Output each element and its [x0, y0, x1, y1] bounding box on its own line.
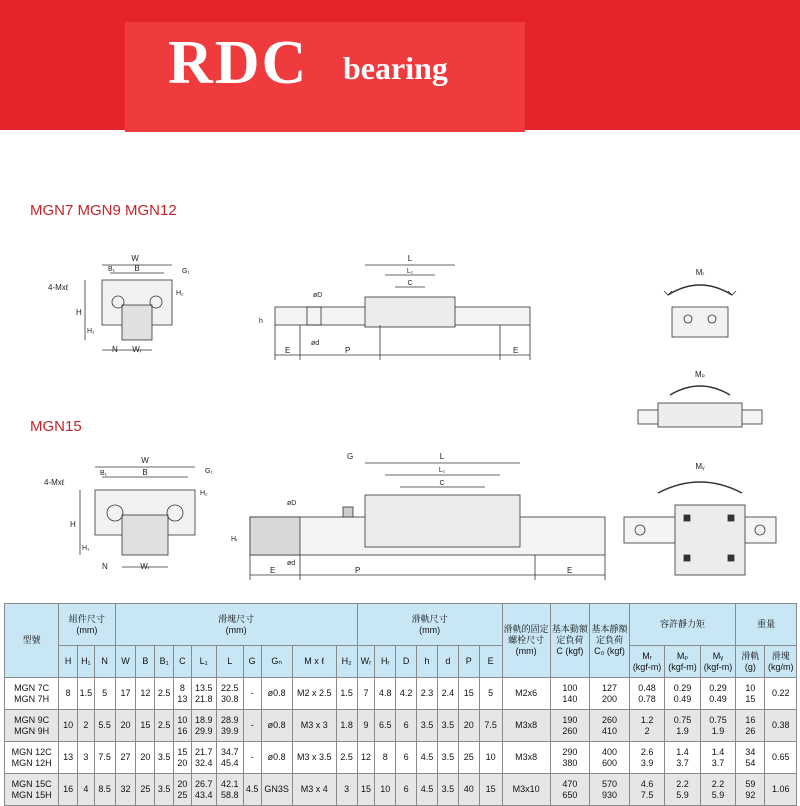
subheader-cell: H₂ — [336, 646, 357, 678]
subheader-cell: E — [479, 646, 502, 678]
table-cell: 4.5 — [243, 774, 261, 806]
table-cell: 13 — [59, 742, 78, 774]
subheader-cell: P — [458, 646, 479, 678]
table-cell: 0.65 — [765, 742, 797, 774]
table-cell: M3 x 4 — [292, 774, 336, 806]
subheader-cell: Gₙ — [261, 646, 292, 678]
table-cell: 4.8 — [375, 678, 396, 710]
label-MP: Mₚ — [694, 370, 706, 379]
table-cell: 20 — [115, 710, 136, 742]
label-H1: H₁ — [87, 328, 95, 335]
table-cell: - — [243, 710, 261, 742]
table-cell: 10 — [59, 710, 78, 742]
table-cell: 5.5 — [94, 710, 115, 742]
table-cell: 10 16 — [173, 710, 191, 742]
label-WR: Wᵣ — [132, 345, 142, 354]
table-cell: 10 — [479, 742, 502, 774]
header-static-load: 基本靜額定負荷 C₀ (kgf) — [590, 604, 630, 678]
table-cell: 15 — [479, 774, 502, 806]
table-cell: ø0.8 — [261, 710, 292, 742]
table-cell: 2.5 — [336, 742, 357, 774]
label-B2: B — [142, 468, 148, 477]
subheader-cell: G — [243, 646, 261, 678]
label-phiD: øD — [313, 292, 323, 299]
table-cell: 5 — [94, 678, 115, 710]
table-cell: 10 15 — [736, 678, 765, 710]
table-cell: 10 — [375, 774, 396, 806]
table-cell: 4 — [78, 774, 95, 806]
label-C-2: C — [439, 480, 445, 487]
table-cell: 570 930 — [590, 774, 630, 806]
table-cell: 2.6 3.9 — [629, 742, 664, 774]
table-cell: 260 410 — [590, 710, 630, 742]
moment-subheader: Mₚ (kgf-m) — [665, 646, 700, 678]
table-cell: 0.29 0.49 — [700, 678, 735, 710]
header-moment: 容許靜力矩 — [629, 604, 735, 646]
table-cell: 4.5 — [417, 742, 438, 774]
header-rail: 滑軌尺寸 (mm) — [357, 604, 502, 646]
table-cell: 0.75 1.9 — [665, 710, 700, 742]
label-L-2: L — [439, 452, 445, 461]
table-cell: ø0.8 — [261, 742, 292, 774]
subheader-cell: d — [437, 646, 458, 678]
table-cell: 3.5 — [437, 774, 458, 806]
drawing-moment-MR — [650, 255, 750, 350]
header-dynamic-load: 基本動額定負荷 C (kgf) — [550, 604, 590, 678]
label-E-left: E — [285, 346, 291, 355]
table-row — [5, 742, 797, 774]
table-cell: GN3S — [261, 774, 292, 806]
table-cell: 1.4 3.7 — [665, 742, 700, 774]
table-cell: 127 200 — [590, 678, 630, 710]
table-cell: M3 x 3 — [292, 710, 336, 742]
section-title-top: MGN7 MGN9 MGN12 — [30, 202, 177, 219]
label-H-2: H — [70, 520, 76, 529]
table-cell: 15 — [357, 774, 375, 806]
table-cell: 20 — [458, 710, 479, 742]
table-cell: 2 — [78, 710, 95, 742]
table-cell: 22.5 30.8 — [216, 678, 243, 710]
table-cell: 18.9 29.9 — [191, 710, 216, 742]
table-cell: 1.5 — [78, 678, 95, 710]
table-cell: 17 — [115, 678, 136, 710]
weight-subheader: 滑塊 (kg/m) — [765, 646, 797, 678]
table-cell: 7.5 — [94, 742, 115, 774]
table-cell: 0.75 1.9 — [700, 710, 735, 742]
table-cell: M3x8 — [502, 742, 550, 774]
subheader-cell: B — [136, 646, 155, 678]
table-cell: 21.7 32.4 — [191, 742, 216, 774]
subheader-cell: L — [216, 646, 243, 678]
table-cell: 0.29 0.49 — [665, 678, 700, 710]
drawing-moment-MY — [620, 455, 780, 585]
model-cell: MGN 9C MGN 9H — [5, 710, 59, 742]
brand-title: RDC — [168, 29, 309, 97]
label-h: h — [259, 318, 263, 325]
table-cell: 470 650 — [550, 774, 590, 806]
table-cell: 34 54 — [736, 742, 765, 774]
label-H2: H₂ — [176, 290, 184, 297]
table-cell: 40 — [458, 774, 479, 806]
label-L1: L₁ — [406, 268, 414, 275]
table-cell: 190 260 — [550, 710, 590, 742]
label-C: C — [407, 280, 413, 287]
table-cell: 13.5 21.8 — [191, 678, 216, 710]
drawing-moment-MP — [630, 365, 770, 445]
table-cell: 7.5 — [479, 710, 502, 742]
label-L: L — [407, 254, 413, 263]
table-cell: 16 26 — [736, 710, 765, 742]
table-cell: 20 — [136, 742, 155, 774]
label-mx: 4-Mxℓ — [48, 283, 69, 292]
label-E-right-2: E — [567, 566, 573, 575]
table-cell: 1.2 2 — [629, 710, 664, 742]
label-H2-2: H₂ — [200, 490, 208, 497]
label-G1-2: G₁ — [205, 468, 213, 475]
table-cell: 1.5 — [336, 678, 357, 710]
table-cell: 2.3 — [417, 678, 438, 710]
table-cell: 4.6 7.5 — [629, 774, 664, 806]
table-cell: 8 13 — [173, 678, 191, 710]
drawing-top-end-view — [40, 245, 210, 370]
table-row — [5, 678, 797, 710]
table-cell: 6.5 — [375, 710, 396, 742]
table-cell: 3 — [336, 774, 357, 806]
table-cell: 12 — [136, 678, 155, 710]
table-cell: 8 — [375, 742, 396, 774]
table-cell: 4.2 — [396, 678, 417, 710]
subheader-cell: Hᵣ — [375, 646, 396, 678]
table-cell: 3.5 — [437, 742, 458, 774]
table-cell: 6 — [396, 742, 417, 774]
label-N: N — [112, 345, 118, 354]
table-cell: 3.5 — [155, 742, 174, 774]
subheader-cell: H — [59, 646, 78, 678]
table-cell: 27 — [115, 742, 136, 774]
label-B1: B₁ — [108, 266, 116, 273]
table-cell: - — [243, 678, 261, 710]
subheader-cell: W — [115, 646, 136, 678]
label-HR: Hᵣ — [231, 536, 238, 543]
table-cell: 290 380 — [550, 742, 590, 774]
table-cell: ø0.8 — [261, 678, 292, 710]
subheader-cell: Wᵣ — [357, 646, 375, 678]
table-cell: 100 140 — [550, 678, 590, 710]
table-cell: - — [243, 742, 261, 774]
label-d-2: ød — [287, 560, 296, 567]
table-cell: 34.7 45.4 — [216, 742, 243, 774]
table-cell: 20 25 — [173, 774, 191, 806]
table-cell: 3.5 — [437, 710, 458, 742]
label-W2: W — [141, 456, 149, 465]
header-model: 型號 — [5, 604, 59, 678]
section-title-bottom: MGN15 — [30, 418, 82, 435]
label-G: G — [347, 452, 354, 461]
table-cell: 7 — [357, 678, 375, 710]
table-cell: 12 — [357, 742, 375, 774]
table-cell: 16 — [59, 774, 78, 806]
table-row — [5, 774, 797, 806]
header-assembly: 組件尺寸 (mm) — [59, 604, 115, 646]
subheader-cell: h — [417, 646, 438, 678]
moment-subheader: Mᵧ (kgf-m) — [700, 646, 735, 678]
table-cell: M3x10 — [502, 774, 550, 806]
header-bolt: 滑軌的固定螺栓尺寸 (mm) — [502, 604, 550, 678]
table-cell: 15 — [458, 678, 479, 710]
subheader-cell: H₁ — [78, 646, 95, 678]
table-cell: 1.06 — [765, 774, 797, 806]
table-cell: 2.2 5.9 — [665, 774, 700, 806]
label-B1-2: B₁ — [100, 470, 108, 477]
model-cell: MGN 15C MGN 15H — [5, 774, 59, 806]
table-cell: 25 — [458, 742, 479, 774]
label-G1: G₁ — [182, 268, 190, 275]
model-cell: MGN 7C MGN 7H — [5, 678, 59, 710]
weight-subheader: 滑軌 (g) — [736, 646, 765, 678]
table-cell: M2 x 2.5 — [292, 678, 336, 710]
label-W: W — [131, 254, 139, 263]
table-cell: 28.9 39.9 — [216, 710, 243, 742]
label-H1-2: H₁ — [82, 545, 90, 552]
header-block: 滑塊尺寸 (mm) — [115, 604, 357, 646]
table-cell: 3.5 — [417, 710, 438, 742]
table-cell: 6 — [396, 774, 417, 806]
subheader-cell: M x ℓ — [292, 646, 336, 678]
label-MY: Mᵧ — [695, 462, 705, 471]
drawing-bottom-end-view — [40, 445, 220, 580]
table-cell: 15 20 — [173, 742, 191, 774]
table-cell: 9 — [357, 710, 375, 742]
label-L1-2: L₁ — [438, 467, 446, 474]
header-weight: 重量 — [736, 604, 797, 646]
table-cell: 1.8 — [336, 710, 357, 742]
model-cell: MGN 12C MGN 12H — [5, 742, 59, 774]
table-cell: 26.7 43.4 — [191, 774, 216, 806]
label-N-2: N — [102, 562, 108, 571]
table-cell: 1.4 3.7 — [700, 742, 735, 774]
brand-subtitle: bearing — [343, 50, 448, 86]
subheader-cell: N — [94, 646, 115, 678]
table-cell: 8.5 — [94, 774, 115, 806]
table-cell: 2.5 — [155, 710, 174, 742]
table-cell: 2.5 — [155, 678, 174, 710]
table-cell: M2x6 — [502, 678, 550, 710]
table-cell: 15 — [136, 710, 155, 742]
table-cell: 6 — [396, 710, 417, 742]
table-cell: M3 x 3.5 — [292, 742, 336, 774]
subheader-cell: B₁ — [155, 646, 174, 678]
table-cell: 2.4 — [437, 678, 458, 710]
table-cell: 25 — [136, 774, 155, 806]
table-cell: 400 600 — [590, 742, 630, 774]
subheader-cell: L₁ — [191, 646, 216, 678]
table-cell: 0.38 — [765, 710, 797, 742]
table-cell: 5 — [479, 678, 502, 710]
label-E-left-2: E — [270, 566, 276, 575]
table-cell: 4.5 — [417, 774, 438, 806]
table-cell: 8 — [59, 678, 78, 710]
label-mx-2: 4-Mxℓ — [44, 478, 65, 487]
drawing-bottom-side-view — [225, 445, 610, 585]
table-cell: 0.22 — [765, 678, 797, 710]
table-cell: 32 — [115, 774, 136, 806]
label-P-2: P — [355, 566, 361, 575]
table-cell: 3.5 — [155, 774, 174, 806]
spec-table — [4, 603, 797, 806]
label-E-right: E — [513, 346, 519, 355]
label-H: H — [76, 308, 82, 317]
table-cell: 59 92 — [736, 774, 765, 806]
subheader-cell: C — [173, 646, 191, 678]
subheader-cell: D — [396, 646, 417, 678]
label-MR: Mᵣ — [695, 268, 705, 277]
moment-subheader: Mᵣ (kgf-m) — [629, 646, 664, 678]
label-WR-2: Wᵣ — [140, 562, 150, 571]
table-cell: 3 — [78, 742, 95, 774]
label-phiD-2: øD — [287, 500, 297, 507]
table-cell: 0.48 0.78 — [629, 678, 664, 710]
label-d: ød — [311, 340, 320, 347]
drawing-top-side-view — [245, 245, 545, 370]
table-cell: M3x8 — [502, 710, 550, 742]
table-cell: 42.1 58.8 — [216, 774, 243, 806]
table-cell: 2.2 5.9 — [700, 774, 735, 806]
label-P: P — [345, 346, 351, 355]
table-row — [5, 710, 797, 742]
label-B: B — [134, 264, 140, 273]
